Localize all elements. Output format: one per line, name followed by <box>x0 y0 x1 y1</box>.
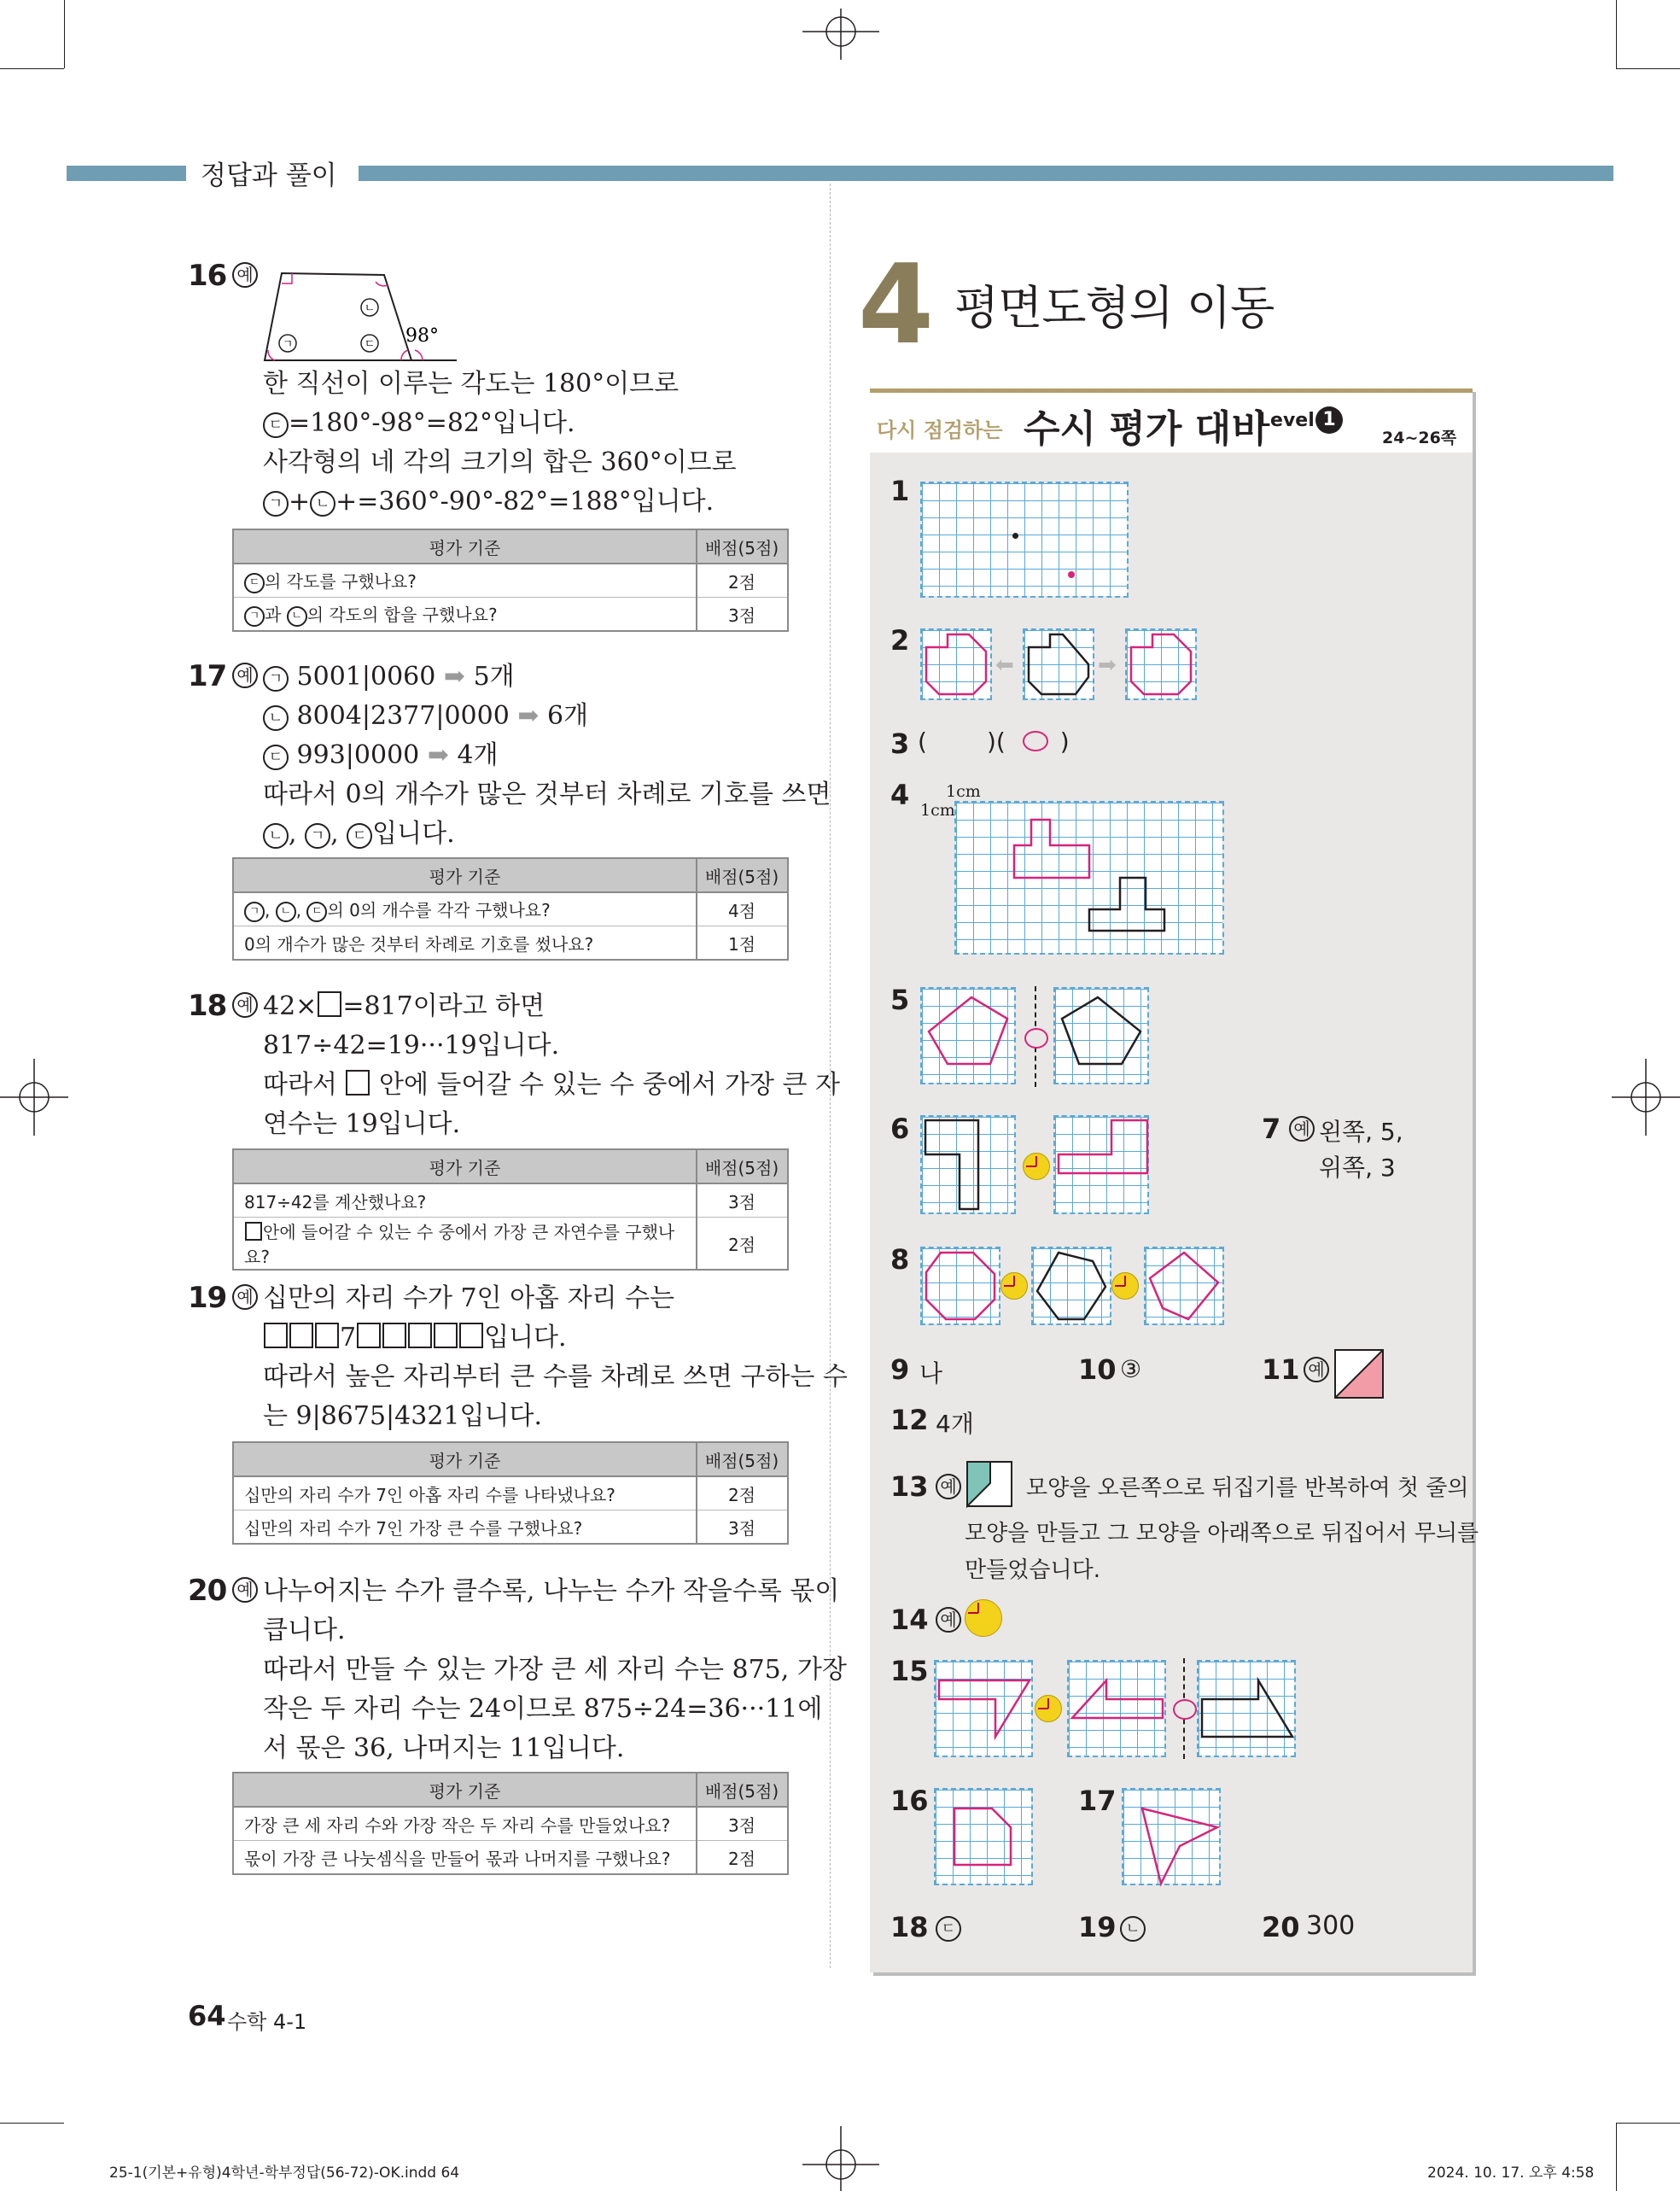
q18-line-3: 따라서 안에 들어갈 수 있는 수 중에서 가장 큰 자 <box>263 1070 840 1100</box>
answer-1-number: 1 <box>890 475 910 507</box>
q16-line-4: ㄱ + ㄴ +=360°-90°-82°=188°입니다. <box>263 482 714 522</box>
registration-mark <box>802 9 879 85</box>
q20-line-1: 나누어지는 수가 클수록, 나누는 수가 작을수록 몫이 <box>263 1576 840 1606</box>
flip-arrow-icon <box>1173 1699 1197 1720</box>
blank-box <box>318 991 341 1017</box>
answer-9-text: 나 <box>919 1359 943 1388</box>
q20-line-5: 서 몫은 36, 나머지는 11입니다. <box>263 1733 625 1763</box>
answer-19-text: ㄴ <box>1120 1913 1146 1942</box>
mark-c: ㄷ <box>263 412 289 438</box>
mark-a: ㄱ <box>263 491 289 517</box>
answer-12-text: 4개 <box>936 1410 974 1438</box>
answer-15-number: 15 <box>890 1655 929 1687</box>
page-number: 64 <box>188 2000 226 2032</box>
q17-line-5: ㄴ , ㄱ , ㄷ 입니다. <box>263 815 455 854</box>
q20-criteria-table: 평가 기준 배점(5점) 가장 큰 세 자리 수와 가장 작은 두 자리 수를 만들었나요? 3점 몫이 가장 큰 나눗셈식을 만들어 몫과 나머지를 구했나요? 2점 <box>232 1772 789 1875</box>
page-label: 수학 4-1 <box>227 2010 307 2034</box>
answer-7-example-mark: 예 <box>1289 1116 1315 1142</box>
crop-mark <box>64 0 65 68</box>
rotation-icon <box>1035 1695 1062 1722</box>
header-band-left <box>67 166 186 181</box>
answer-11-example-mark: 예 <box>1304 1357 1329 1382</box>
points-header: 배점(5점) <box>697 529 788 564</box>
answer-15-shape-2 <box>1069 1662 1164 1756</box>
q19-line-4: 는 9|8675|4321입니다. <box>263 1401 542 1431</box>
q20-line-2: 큽니다. <box>263 1615 346 1645</box>
q16-line-3: 사각형의 네 각의 크기의 합은 360°이므로 <box>263 447 737 477</box>
q19-line-1: 십만의 자리 수가 7인 아홉 자리 수는 <box>263 1283 675 1313</box>
answer-13-line-1: 모양을 오른쪽으로 뒤집기를 반복하여 첫 줄의 <box>1026 1475 1469 1501</box>
answer-13-example-mark: 예 <box>936 1474 961 1499</box>
header-band-right <box>359 166 1613 181</box>
crop-mark <box>1616 0 1617 68</box>
rotation-icon <box>1023 1153 1050 1180</box>
answer-4-shapes <box>956 803 1222 953</box>
q17-line-3: ㄷ 993|0000 ➡ 4개 <box>263 736 499 775</box>
panel-header <box>870 393 1473 453</box>
q16-line-2: ㄷ =180°-98°=82°입니다. <box>263 404 575 443</box>
q19-example-mark: 예 <box>232 1284 258 1310</box>
crop-mark <box>1616 2123 1617 2191</box>
answer-19-number: 19 <box>1078 1911 1117 1943</box>
answer-6-shape-right <box>1055 1117 1147 1212</box>
arrow-left-icon: ⬅ <box>995 652 1014 678</box>
q18-number: 18 <box>188 989 227 1023</box>
q16-line-1: 한 직선이 이루는 각도는 180°이므로 <box>263 369 680 399</box>
q17-number: 17 <box>188 659 227 693</box>
answer-5-shape-right <box>1055 989 1147 1083</box>
answer-13-line-3: 만들었습니다. <box>965 1557 1100 1583</box>
flip-arrow-icon <box>1024 1028 1048 1049</box>
q19-criteria-table: 평가 기준 배점(5점) 십만의 자리 수가 7인 아홉 자리 수를 나타냈나요? 2점 십만의 자리 수가 7인 가장 큰 수를 구했나요? 3점 <box>232 1441 789 1545</box>
criteria-header: 평가 기준 <box>233 529 697 564</box>
level-badge: 1 <box>1315 406 1343 434</box>
table-row: 십만의 자리 수가 7인 아홉 자리 수를 나타냈나요? 2점 <box>233 1476 788 1510</box>
moved-point <box>1068 571 1075 578</box>
answer-5-shape-left <box>922 989 1014 1083</box>
answer-10-text: ③ <box>1120 1355 1142 1383</box>
blank-box <box>346 1070 370 1096</box>
answer-11-number: 11 <box>1262 1353 1300 1386</box>
q18-line-1: 42× =817이라고 하면 <box>263 991 545 1021</box>
panel-subtitle: 다시 점검하는 <box>877 418 1003 442</box>
answer-14-example-mark: 예 <box>936 1607 961 1633</box>
q17-line-4: 따라서 0의 개수가 많은 것부터 차례로 기호를 쓰면 <box>263 780 831 809</box>
chapter-title: 평면도형의 이동 <box>954 281 1275 335</box>
answer-10-number: 10 <box>1078 1353 1117 1386</box>
chapter-number: 4 <box>858 242 935 369</box>
header-title: 정답과 풀이 <box>201 161 337 191</box>
crop-mark <box>1616 68 1680 69</box>
answer-15-shape-1 <box>936 1662 1031 1756</box>
q17-example-mark: 예 <box>232 663 258 688</box>
file-info: 25-1(기본+유형)4학년-학부정답(56-72)-OK.indd 64 <box>109 2165 460 2182</box>
panel-pages: 24~26쪽 <box>1382 429 1457 447</box>
rotation-icon <box>1000 1272 1028 1300</box>
q18-criteria-table: 평가 기준 배점(5점) 817÷42를 계산했나요? 3점 안에 들어갈 수 있는 수 중에서 가장 큰 자연수를 구했나요? 2점 <box>232 1148 789 1271</box>
answer-14-number: 14 <box>890 1604 929 1636</box>
q16-mark-b: ㄴ <box>364 302 376 315</box>
crop-mark <box>0 68 64 69</box>
answer-7-line-2: 위쪽, 3 <box>1319 1154 1396 1182</box>
answer-2-number: 2 <box>890 624 910 657</box>
answer-6-number: 6 <box>890 1113 910 1145</box>
table-row: 안에 들어갈 수 있는 수 중에서 가장 큰 자연수를 구했나요? 2점 <box>233 1218 788 1271</box>
rotation-icon <box>1111 1272 1139 1300</box>
answer-5-number: 5 <box>890 984 910 1016</box>
answer-13-line-2: 모양을 만들고 그 모양을 아래쪽으로 뒤집어서 무늬를 <box>965 1521 1479 1546</box>
answer-20-text: 300 <box>1306 1911 1356 1941</box>
q18-line-2: 817÷42=19···19입니다. <box>263 1031 560 1060</box>
q16-angle-label: 98° <box>405 325 439 347</box>
q16-criteria-table <box>232 529 789 632</box>
arrow-right-icon: ➡ <box>1098 652 1117 678</box>
circle-mark-icon <box>1023 731 1048 751</box>
q17-criteria-table: 평가 기준 배점(5점) ㄱ , ㄴ , ㄷ 의 0의 개수를 각각 구했나요? 4점 0의 개수가 많은 것부터 차례로 기호를 썼나요? 1점 <box>232 857 789 961</box>
table-row: 십만의 자리 수가 7인 가장 큰 수를 구했나요? 3점 <box>233 1510 788 1545</box>
q20-line-4: 작은 두 자리 수는 24이므로 875÷24=36···11에 <box>263 1694 823 1724</box>
panel-level: Level <box>1258 410 1315 431</box>
panel-title: 수시 평가 대비 <box>1024 407 1268 451</box>
registration-mark <box>1612 1059 1680 1136</box>
answer-7-line-1: 왼쪽, 5, <box>1319 1118 1403 1146</box>
table-row: ㄱ 과 ㄴ 의 각도의 합을 구했나요? 3점 <box>233 598 788 632</box>
arrow-icon: ➡ <box>517 701 540 731</box>
answer-6-shape-left <box>922 1117 1014 1212</box>
answer-8-shape-3 <box>1146 1248 1222 1323</box>
answer-18-text: ㄷ <box>936 1913 961 1942</box>
q17-line-2: ㄴ 8004|2377|0000 ➡ 6개 <box>263 697 588 736</box>
answer-2-shape-right <box>1127 630 1195 698</box>
answer-16-number: 16 <box>890 1785 929 1817</box>
answer-11-half-square <box>1334 1349 1385 1400</box>
answer-8-number: 8 <box>890 1243 910 1276</box>
q16-mark-a: ㄱ <box>282 338 294 351</box>
arrow-icon: ➡ <box>443 662 466 692</box>
q17-line-1: ㄱ 5001|0060 ➡ 5개 <box>263 657 515 697</box>
q19-line-3: 따라서 높은 자리부터 큰 수를 차례로 쓰면 구하는 수 <box>263 1362 848 1392</box>
table-row: ㄱ , ㄴ , ㄷ 의 0의 개수를 각각 구했나요? 4점 <box>233 892 788 926</box>
answer-4-number: 4 <box>890 779 910 811</box>
q16-number: 16 <box>188 259 227 293</box>
q18-example-mark: 예 <box>232 992 258 1018</box>
answer-15-shape-3 <box>1199 1662 1294 1756</box>
crop-mark <box>0 2123 64 2124</box>
print-date: 2024. 10. 17. 오후 4:58 <box>1427 2165 1595 2182</box>
q19-line-2: 7 입니다. <box>263 1318 567 1358</box>
q20-line-3: 따라서 만들 수 있는 가장 큰 세 자리 수는 875, 가장 <box>263 1655 847 1685</box>
answer-17-shape <box>1123 1790 1219 1884</box>
answer-14-rotation-icon <box>965 1599 1002 1637</box>
table-row: ㄷ 의 각도를 구했나요? 2점 <box>233 564 788 598</box>
answer-13-number: 13 <box>890 1470 929 1503</box>
answer-12-number: 12 <box>890 1404 929 1436</box>
answer-8-shape-2 <box>1033 1248 1110 1323</box>
crop-mark <box>1616 2123 1680 2124</box>
answer-16-shape <box>936 1790 1031 1884</box>
q16-quadrilateral-figure <box>256 265 470 363</box>
answer-2-shape-left <box>922 630 990 698</box>
answer-1-grid <box>922 483 1127 596</box>
answer-3-number: 3 <box>890 727 910 760</box>
arrow-icon: ➡ <box>427 740 449 770</box>
q20-example-mark: 예 <box>232 1577 258 1603</box>
registration-mark <box>0 1059 68 1136</box>
unit-label-left: 1cm <box>920 801 955 820</box>
q19-number: 19 <box>188 1281 227 1315</box>
answer-17-number: 17 <box>1078 1785 1117 1817</box>
q18-line-4: 연수는 19입니다. <box>263 1109 461 1139</box>
registration-mark <box>802 2126 879 2191</box>
blank-box <box>245 1222 262 1241</box>
q20-number: 20 <box>188 1574 227 1608</box>
table-row: 가장 큰 세 자리 수와 가장 작은 두 자리 수를 만들었나요? 3점 <box>233 1807 788 1841</box>
answer-2-shape-mid <box>1024 630 1093 698</box>
table-row: 0의 개수가 많은 것부터 차례로 기호를 썼나요? 1점 <box>233 926 788 961</box>
answer-3-text: ( )( ) <box>918 727 1070 756</box>
answer-8-shape-1 <box>922 1248 999 1323</box>
answer-9-number: 9 <box>890 1353 910 1386</box>
unit-label-top: 1cm <box>946 782 981 801</box>
answer-20-number: 20 <box>1262 1911 1300 1943</box>
mark-b: ㄴ <box>310 491 335 517</box>
answer-13-tile-icon <box>966 1461 1014 1509</box>
q16-example-mark: 예 <box>232 262 258 288</box>
answer-7-number: 7 <box>1262 1113 1281 1145</box>
answer-18-number: 18 <box>890 1911 929 1943</box>
table-row: 817÷42를 계산했나요? 3점 <box>233 1183 788 1218</box>
q16-mark-c: ㄷ <box>364 338 376 351</box>
table-row: 몫이 가장 큰 나눗셈식을 만들어 몫과 나머지를 구했나요? 2점 <box>233 1841 788 1875</box>
center-point <box>1012 533 1018 539</box>
